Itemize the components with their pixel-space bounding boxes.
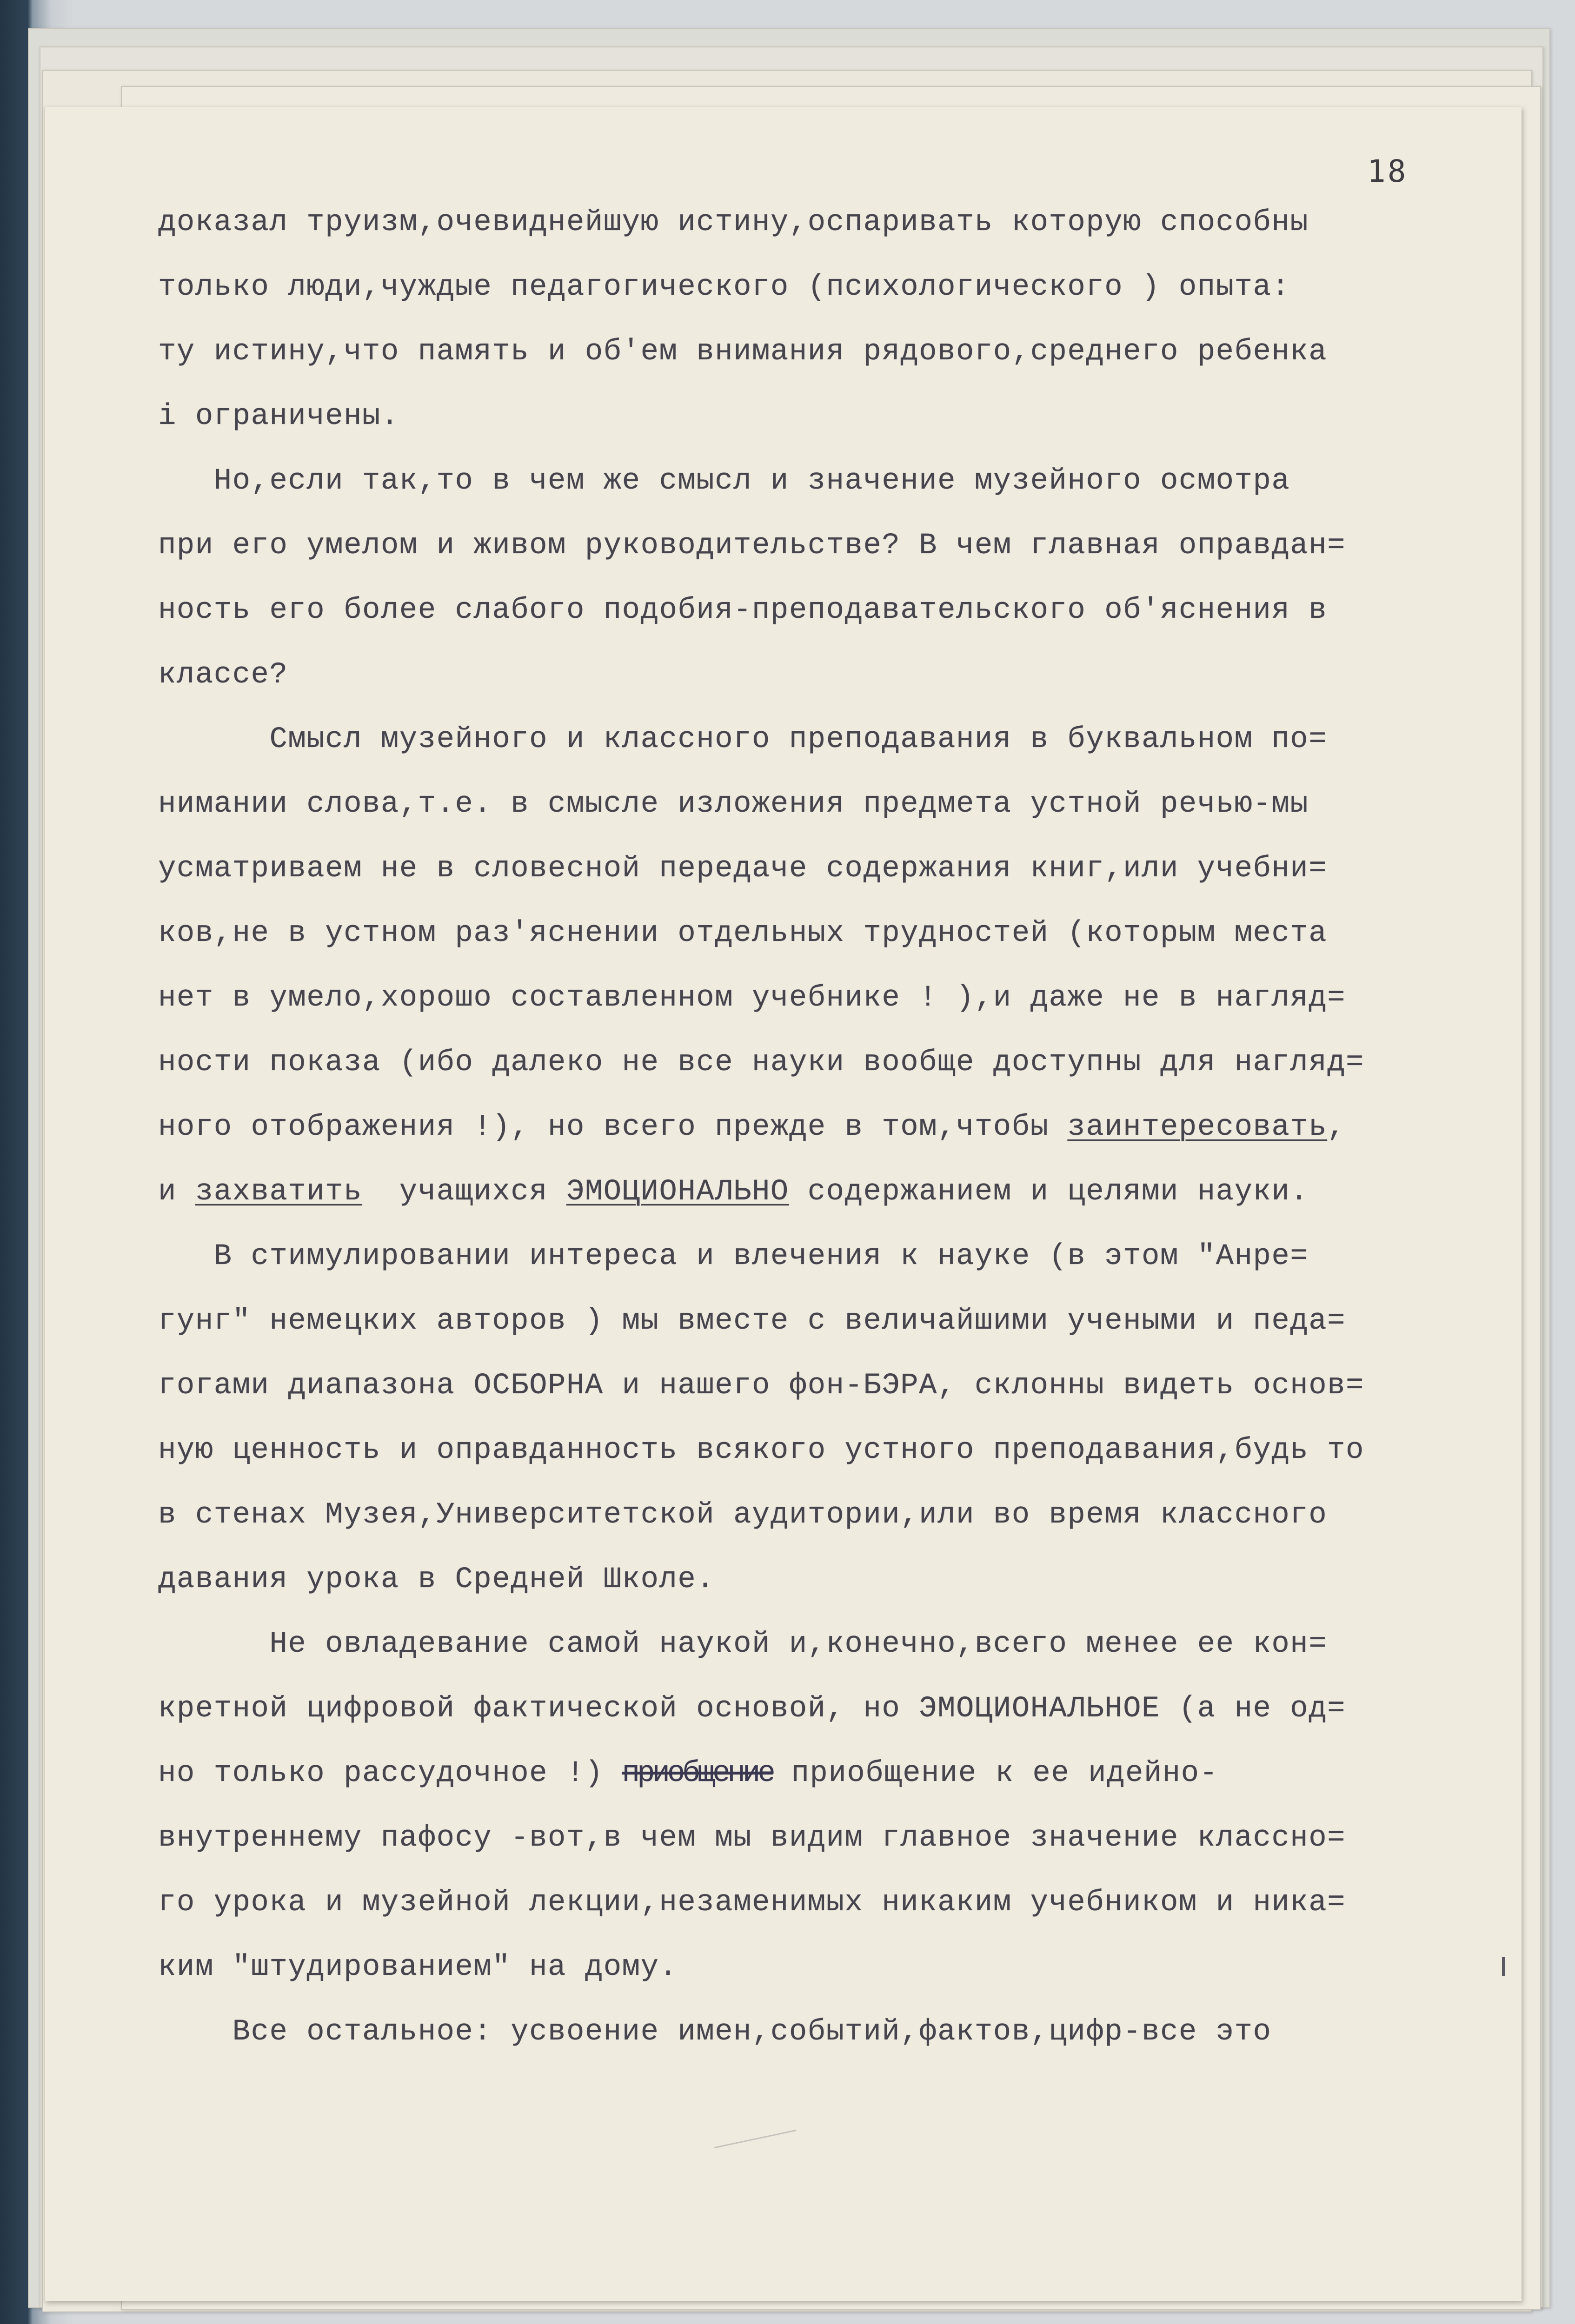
text-line: и захватить учащихся ЭМОЦИОНАЛЬНО содержанием и целями науки.: [158, 1175, 1309, 1209]
text-line: ту истину,что память и об'ем внимания рядового,среднего ребенка: [158, 335, 1328, 369]
text-line: Все остальное: усвоение имен,событий,фактов,цифр-все это: [158, 2015, 1272, 2049]
margin-mark: [1502, 1957, 1505, 1976]
text-line: ность его более слабого подобия-преподавательского об'яснения в: [158, 594, 1328, 627]
text-line: классе?: [158, 658, 288, 692]
text-line: Но,если так,то в чем же смысл и значение музейного осмотра: [158, 464, 1290, 498]
text-line: ного отображения !), но всего прежде в том,чтобы заинтересовать,: [158, 1111, 1346, 1144]
text-line: ков,не в устном раз'яснении отдельных трудностей (которым места: [158, 917, 1328, 950]
text-line: доказал труизм,очевиднейшую истину,оспаривать которую способны: [158, 206, 1309, 239]
typed-text-body: [158, 191, 1507, 2065]
text-line: гунг" немецких авторов ) мы вместе с величайшими учеными и педа=: [158, 1304, 1346, 1338]
underlined-word: заинтересовать: [1067, 1111, 1328, 1144]
text-line: в стенах Музея,Университетской аудитории,или во время классного: [158, 1498, 1328, 1532]
text-line: усматриваем не в словесной передаче содержания книг,или учебни=: [158, 852, 1328, 886]
underlined-word: ЭМОЦИОНАЛЬНО: [566, 1175, 789, 1209]
page-number: 18: [1367, 153, 1408, 189]
text-line: нимании слова,т.е. в смысле изложения предмета устной речью-мы: [158, 788, 1309, 821]
text-line: ную ценность и оправданность всякого устного преподавания,будь то: [158, 1434, 1364, 1467]
text-line: Не овладевание самой наукой и,конечно,всего менее ее кон=: [158, 1628, 1328, 1661]
text-line: давания урока в Средней Школе.: [158, 1563, 715, 1596]
text-line: гогами диапазона ОСБОРНА и нашего фон-БЭРА, склонны видеть основ=: [158, 1369, 1364, 1403]
text-line: Смысл музейного и классного преподавания в буквальном по=: [158, 723, 1328, 756]
text-line: только люди,чуждые педагогического (психологического ) опыта:: [158, 271, 1290, 304]
underlined-word: захватить: [195, 1175, 362, 1209]
text-line: внутреннему пафосу -вот,в чем мы видим главное значение классно=: [158, 1821, 1346, 1855]
text-line: В стимулировании интереса и влечения к науке (в этом "Анре=: [158, 1240, 1309, 1273]
text-line: го урока и музейной лекции,незаменимых никаким учебником и ника=: [158, 1886, 1346, 1920]
text-line: кретной цифровой фактической основой, но ЭМОЦИОНАЛЬНОЕ (а не од=: [158, 1692, 1346, 1726]
text-line: но только рассудочное !) приобщение приобщение к ее идейно-: [158, 1757, 1218, 1790]
text-line: нет в умело,хорошо составленном учебнике ! ),и даже не в нагляд=: [158, 981, 1346, 1015]
text-line: i ограничены.: [158, 400, 399, 433]
text-line: при его умелом и живом руководительстве? В чем главная оправдан=: [158, 529, 1346, 563]
struck-out-word: приобщение: [622, 1757, 773, 1790]
text-line: ким "штудированием" на дому.: [158, 1951, 678, 1984]
text-line: ности показа (ибо далеко не все науки вообще доступны для нагляд=: [158, 1046, 1364, 1079]
